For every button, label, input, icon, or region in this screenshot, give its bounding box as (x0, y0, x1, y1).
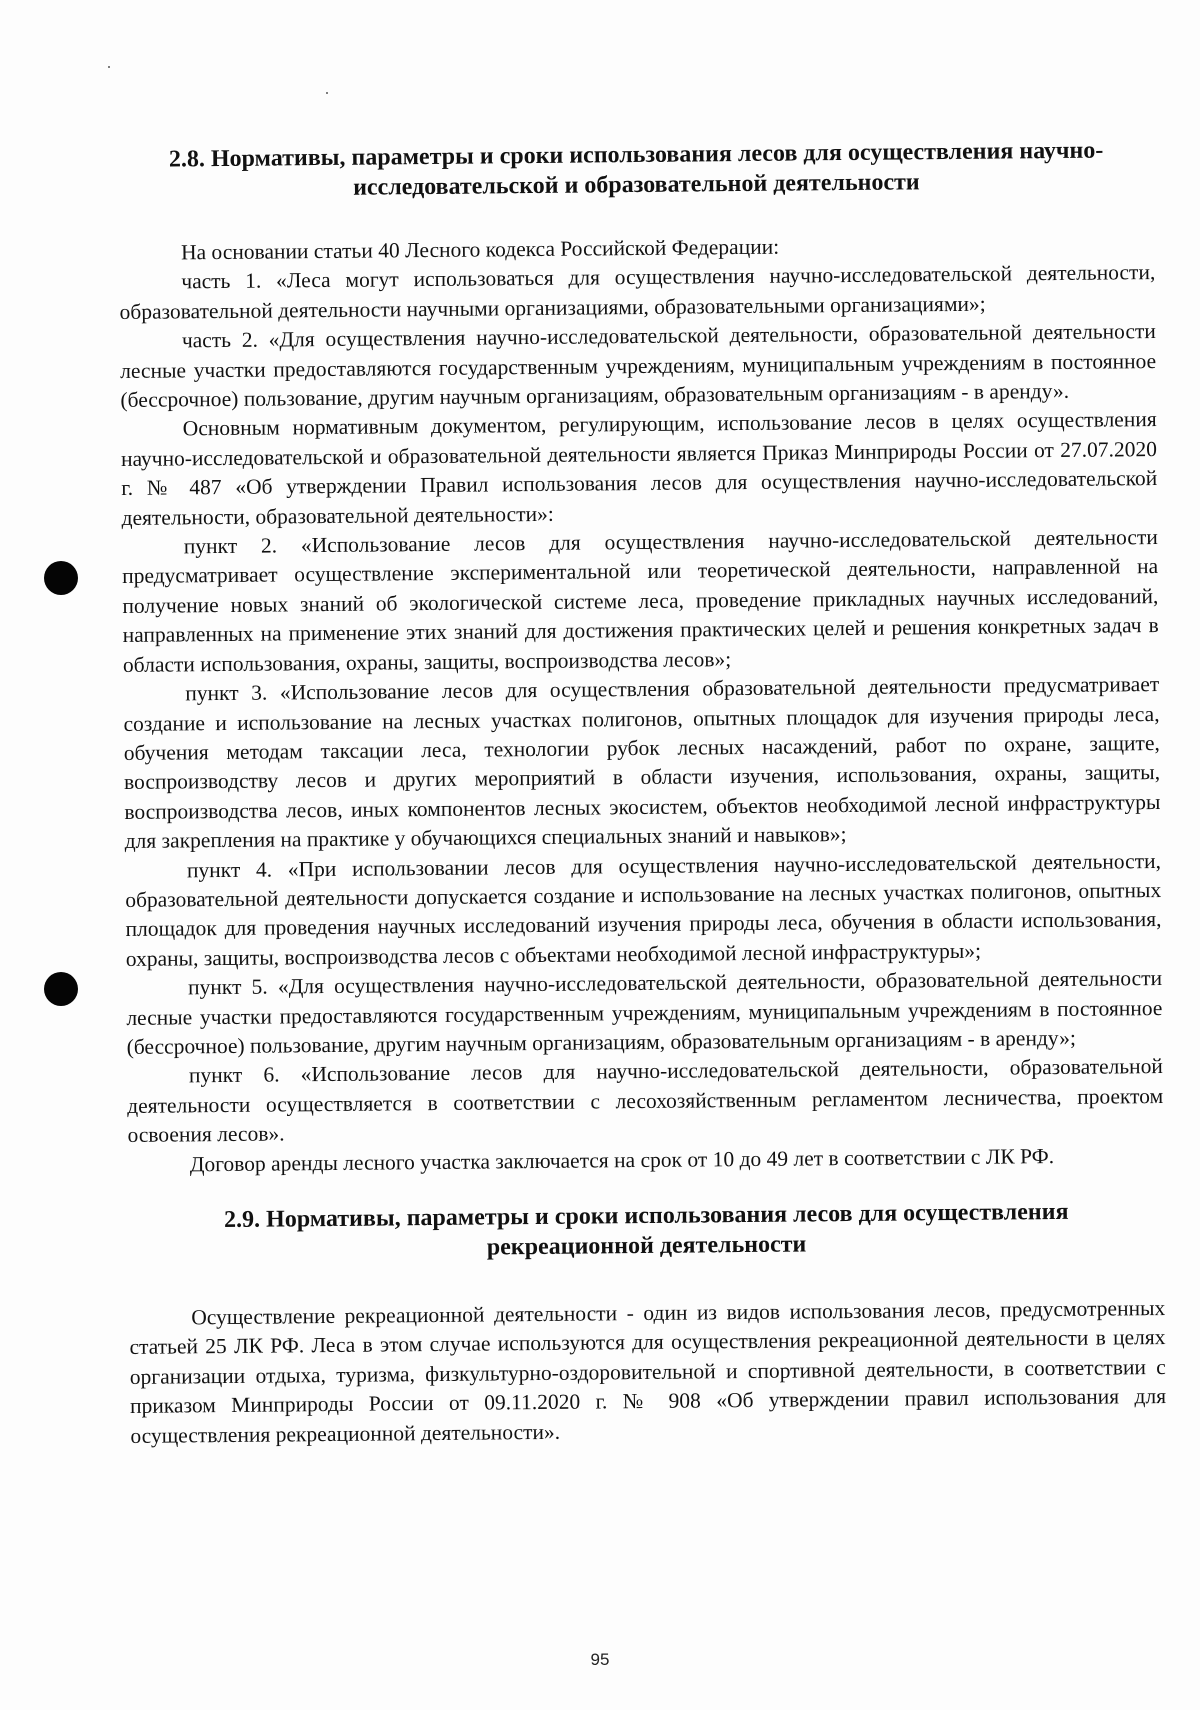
punch-hole (44, 972, 78, 1006)
paragraph-part-1: часть 1. «Леса могут использоваться для осуществления научно-исследовательской деятельности, образовательной деятельности научными организациями, образовательными организациями»; (119, 260, 1156, 324)
scan-speck (108, 66, 110, 68)
paragraph-clause-6: пункт 6. «Использование лесов для научно-исследовательской деятельности, образовательной деятельности осуществляется в соответствии с лесохозяйственным регламентом лесничества, проектом освоения лесов». (127, 1054, 1164, 1148)
paragraph-clause-5: пункт 5. «Для осуществления научно-исследовательской деятельности, образовательной деятельности лесные участки предоставляются государственным учреждениям, муниципальным учреждениям в постоянное (бессрочное) пользование, другим научным организациям, образовательным организациям - в аренду»; (126, 966, 1163, 1059)
paragraph-clause-2: пункт 2. «Использование лесов для осуществления научно-исследовательской деятельности предусматривает осуществление экспериментальной или теоретической деятельности, направленной на получение новых знаний об экологической системе леса, проведение прикладных научных исследований, направленных на применение этих знаний для достижения практических целей и решения конкретных задач в области использования, охраны, защиты, воспроизводства лесов»; (122, 525, 1159, 677)
paragraph-clause-3: пункт 3. «Использование лесов для осуществления образовательной деятельности предусматривает создание и использование на лесных участках полигонов, опытных площадок для изучения природы леса, обучения методам таксации леса, технологии рубок лесных насаждений, работ по охране, защите, воспроизводству лесов и других мероприятий в области изучения, использования, охраны, защиты, воспроизводства лесов, иных компонентов лесных экосистем, объектов необходимой лесной инфраструктуры для закрепления на практике у обучающихся специальных знаний и навыков»; (123, 672, 1161, 854)
section-2-8-heading-line-1: 2.8. Нормативы, параметры и сроки использования лесов для осуществления научно- (168, 137, 1104, 173)
page-number: 95 (590, 1650, 610, 1669)
section-2-8-heading-line-2: исследовательской и образовательной деятельности (353, 169, 920, 201)
section-2-9-heading-line-2: рекреационной деятельности (486, 1231, 807, 1261)
paragraph-recreation: Осуществление рекреационной деятельности - один из видов использования лесов, предусмотренных статьей 25 ЛК РФ. Леса в этом случае используются для осуществления рекреационной деятельности в целях организации отдыха, туризма, физкультурно-оздоровительной и спортивной деятельности, в соответствии с приказом Минприроды России от 09.11.2020 г. № 908 «Об утверждении правил использования для осуществления рекреационной деятельности». (129, 1296, 1167, 1448)
section-2-9-heading-line-1: 2.9. Нормативы, параметры и сроки использования лесов для осуществления (223, 1198, 1069, 1234)
section-2-8-body (119, 229, 1164, 1180)
paragraph-clause-4: пункт 4. «При использовании лесов для осуществления научно-исследовательской деятельности, образовательной деятельности допускается создание и использование на лесных участках полигонов, опытных площадок для проведения научных исследований изучения природы леса, обучения в области использования, охраны, защиты, воспроизводства лесов с объектами необходимой лесной инфраструктуры»; (125, 848, 1162, 971)
page-content (118, 135, 1166, 1451)
punch-hole (44, 561, 78, 595)
paragraph-main-document: Основным нормативным документом, регулирующим, использование лесов в целях осуществления научно-исследовательской и образовательной деятельности является Приказ Минприроды России от 27.07.2020 г. № 487 «Об утверждении Правил использования лесов для осуществления научно-исследовательской деятельности, образовательной деятельности»: (120, 407, 1158, 530)
section-2-8-heading (118, 135, 1155, 205)
paragraph-intro: На основании статьи 40 Лесного кодекса Российской Федерации: (180, 234, 780, 265)
paragraph-lease-term: Договор аренды лесного участка заключается на срок от 10 до 49 лет в соответствии с ЛК РФ. (189, 1143, 1055, 1176)
paragraph-part-2: часть 2. «Для осуществления научно-исследовательской деятельности, образовательной деятельности лесные участки предоставляются государственным учреждениям, муниципальным учреждениям в постоянное (бессрочное) пользование, другим научным организациям, образовательным организациям - в аренду». (120, 319, 1157, 413)
section-2-9-body (129, 1294, 1166, 1451)
scan-speck (326, 92, 328, 94)
section-2-9-heading (128, 1196, 1165, 1266)
